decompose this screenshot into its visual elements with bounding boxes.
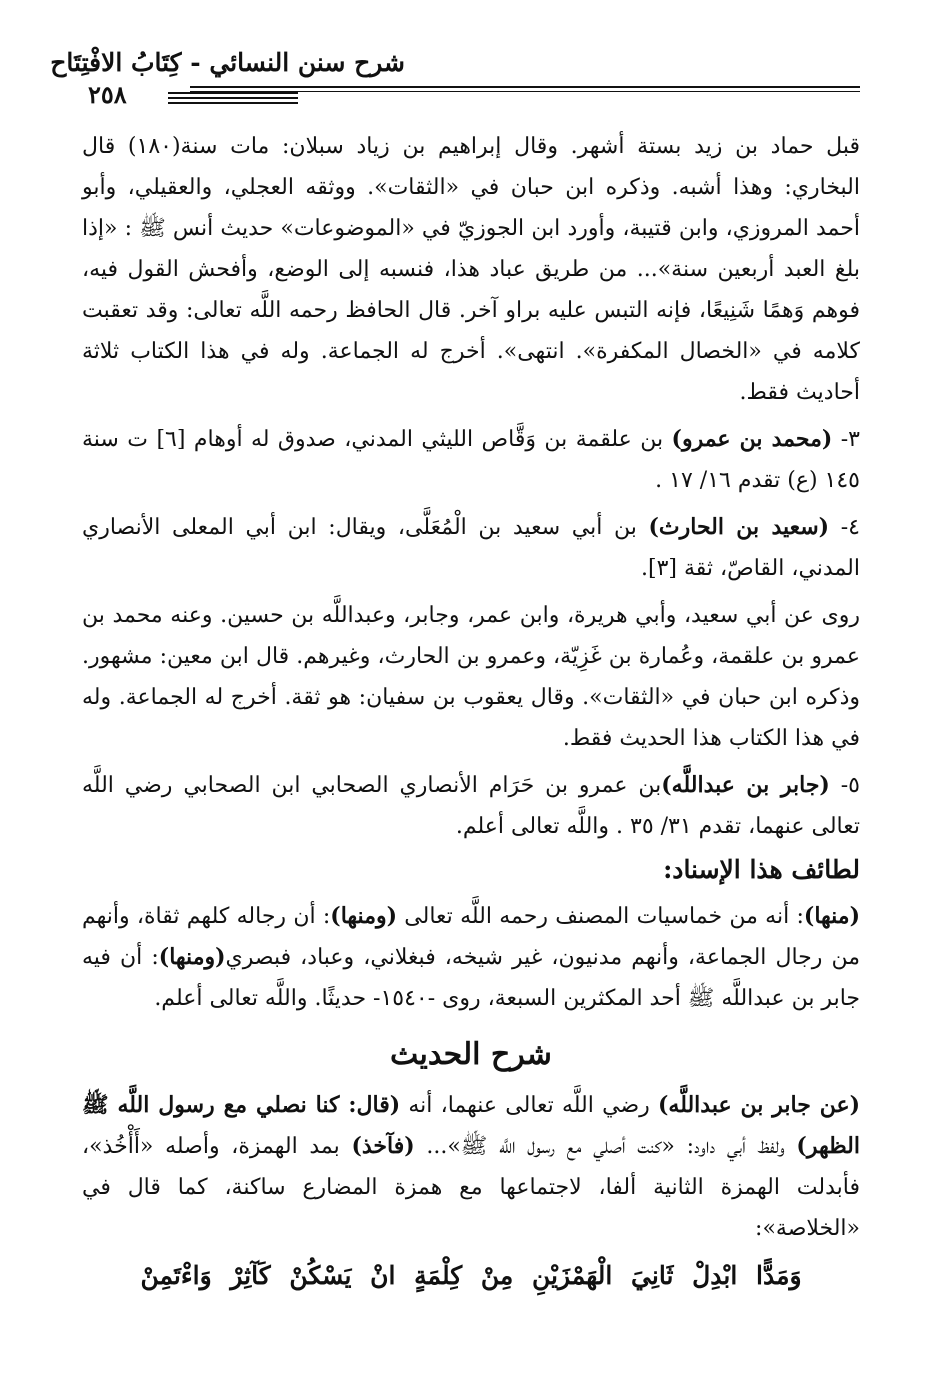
bold-term: (منها) [803, 903, 860, 929]
item-number: ٤- [829, 515, 860, 540]
narrator-details: بن علقمة بن وَقَّاص الليثي المدني، صدوق له أوهام [٦] ت سنة ١٤٥ (ع) تقدم ١٦/ ١٧ . [82, 427, 860, 493]
narrator-name: (محمد بن عمرو) [671, 426, 833, 452]
text-run: ولفظ أبي داود: «كنت أصلي مع رسول اللَّه ﷺ»... [414, 1134, 797, 1159]
item-number: ٣- [832, 427, 860, 452]
center-heading: شرح الحديث [390, 1037, 552, 1072]
text-run: : أن فيه جابر بن عبداللَّه ﷺ أحد المكثرين السبعة، روى -١٥٤٠- حديثًا. واللَّه تعالى أعلم. [82, 945, 860, 1011]
paragraph: قبل حماد بن زيد بستة أشهر. وقال إبراهيم بن زياد سبلان: مات سنة(١٨٠) قال البخاري: وهذا أشبه. وذكره ابن حبان في «الثقات». ووثقه العجلي، والعقيلي، وأبو أحمد المروزي، وابن قتيبة، وأورد ابن الجوزيّ في «الموضوعات» حديث أنس ﷺ : «إذا بلغ العبد أربعين سنة»... من طريق عباد هذا، فنسبه إلى الوضع، وأفحش القول فيه، فوهم وَهمًا شَنِيعًا، فإنه التبس عليه براو آخر. قال الحافظ رحمه اللَّه تعالى: وقد تعقبت كلامه في «الخصال المكفرة». انتهى». أخرج له الجماعة. وله في هذا الكتاب ثلاثة أحاديث فقط. [82, 134, 860, 405]
text-run: رضي اللَّه تعالى عنهما، أنه [400, 1093, 658, 1118]
text-run: : أن رجاله كلهم ثقاة، وأنهم من رجال الجماعة، وأنهم مدنيون، غير شيخه، فبغلاني، وعباد، فبصري [82, 904, 860, 970]
page-body [82, 126, 860, 1296]
narrator-name: (جابر بن عبداللَّه) [661, 772, 830, 798]
bold-term: (ومنها) [330, 903, 398, 929]
bold-term: (عن جابر بن عبداللَّه) [657, 1092, 861, 1118]
paragraph-narrator-3 [82, 419, 860, 501]
item-number: ٥- [829, 773, 860, 798]
poetry-verse: وَمَدًّا ابْدِلْ ثَانِيَ الْهَمْزَيْنِ مِنْ كِلْمَةٍ انْ يَسْكُنْ كَآثِرْ وَاءْتَمِنْ [140, 1261, 802, 1290]
bold-term: (قال: كنا نصلي مع رسول اللَّه ﷺ الظهر) [82, 1092, 860, 1159]
text-run: بمد الهمزة، وأصله «أَأْخُذ»، فأبدلت الهمزة الثانية ألفا، لاجتماعها مع همزة المضارع ساكنة، كما قال في «الخلاصة»: [82, 1134, 860, 1241]
header-rule [78, 86, 860, 88]
narrator-details: بن أبي سعيد بن الْمُعَلَّى، ويقال: ابن أبي المعلى الأنصاري المدني، القاصّ، ثقة [٣]. [82, 515, 860, 581]
paragraph-narrator-5 [82, 765, 860, 847]
paragraph-narrator-4 [82, 507, 860, 589]
bold-term: (ومنها) [158, 944, 226, 970]
text-run: : أنه من خماسيات المصنف رحمه اللَّه تعالى [397, 904, 804, 929]
narrator-name: (سعيد بن الحارث) [648, 514, 830, 540]
bold-term: (فآخذ) [351, 1133, 415, 1159]
running-header-title: شرح سنن النسائي - كِتَابُ الافْتِتَاح [50, 48, 405, 77]
paragraph: روى عن أبي سعيد، وأبي هريرة، وابن عمر، وجابر، وعبداللَّه بن حسين. وعنه محمد بن عمرو بن علقمة، وعُمارة بن غَزِيّة، وعمرو بن الحارث، وغيرهم. قال ابن معين: مشهور. وذكره ابن حبان في «الثقات». وقال يعقوب بن سفيان: هو ثقة. أخرج له الجماعة. وله في هذا الكتاب هذا الحديث فقط. [82, 603, 860, 751]
page-number-ornament [168, 92, 298, 107]
page-number: ٢٥٨ [80, 80, 135, 109]
section-heading: لطائف هذا الإسناد: [663, 855, 860, 884]
narrator-details: بن عمرو بن حَرَام الأنصاري الصحابي ابن الصحابي رضي اللَّه تعالى عنهما، تقدم ٣١/ ٣٥ . واللَّه تعالى أعلم. [82, 773, 860, 839]
paragraph-isnad-notes [82, 896, 860, 1019]
paragraph-hadith-commentary [82, 1085, 860, 1249]
